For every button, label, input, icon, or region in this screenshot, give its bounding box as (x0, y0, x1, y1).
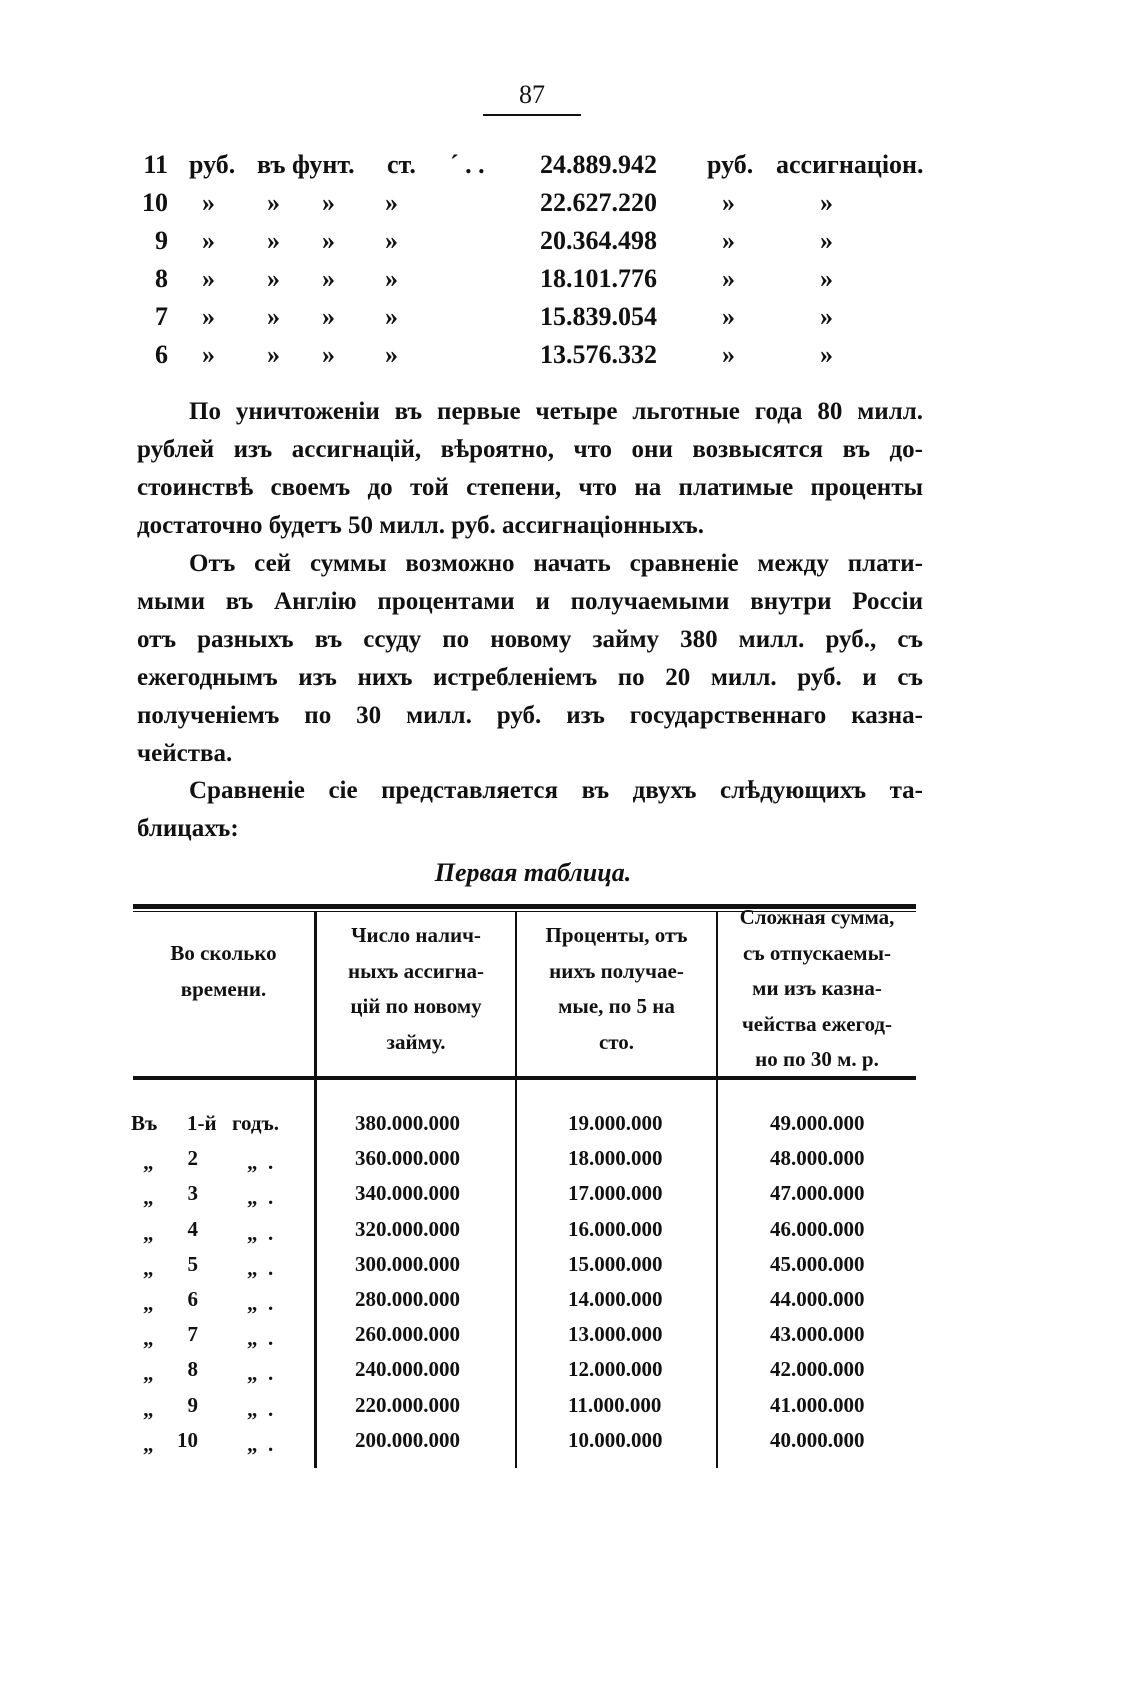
rate-row (140, 150, 930, 188)
cell-interest: 12.000.000 (568, 1357, 663, 1382)
cell-interest: 10.000.000 (568, 1427, 663, 1452)
column-header-line: ми изъ казна- (752, 976, 882, 1000)
cell-total: 43.000.000 (770, 1322, 865, 1347)
cell-total: 48.000.000 (770, 1146, 865, 1171)
cell-assignats: 380.000.000 (355, 1111, 460, 1135)
text-line: полученiемъ по 30 милл. руб. изъ государственнаго казна- (137, 702, 923, 729)
rate-row (140, 340, 930, 378)
rate-n: 6 (155, 340, 168, 369)
rate-c1: » (202, 264, 215, 293)
rate-c3: фунт. (292, 150, 355, 179)
row-label-prefix: „ (143, 1220, 154, 1245)
rate-c1: » (202, 188, 215, 217)
rate-u1: » (722, 188, 735, 217)
rate-c4: » (385, 264, 398, 293)
rate-u2: » (820, 226, 833, 255)
page-number: 87 (519, 80, 545, 109)
cell-assignats: 220.000.000 (355, 1392, 460, 1417)
rate-c4: » (385, 188, 398, 217)
row-label-suffix: „ . (247, 1396, 274, 1421)
rate-u2: » (820, 264, 833, 293)
rate-c1: руб. (189, 150, 236, 179)
rate-c2: въ (257, 150, 286, 179)
cell-total: 49.000.000 (770, 1111, 865, 1135)
column-header-line: Проценты, отъ (545, 923, 688, 947)
rate-u1: » (722, 340, 735, 369)
row-year: 6 (187, 1287, 198, 1311)
rate-row (140, 226, 930, 264)
row-year: 9 (187, 1392, 198, 1417)
column-header-line: чейства ежегод- (741, 1011, 893, 1036)
cell-interest: 15.000.000 (568, 1251, 663, 1276)
text-line: отъ разныхъ въ ссуду по новому займу 380 милл. руб., съ (137, 626, 923, 653)
rate-row (140, 264, 930, 302)
row-label-prefix: „ (143, 1185, 154, 1210)
rate-c4: » (385, 340, 398, 369)
row-label-suffix: „ . (247, 1326, 274, 1351)
rate-c3: » (322, 340, 335, 369)
row-label-suffix: „ . (247, 1255, 274, 1280)
cell-total: 46.000.000 (770, 1216, 865, 1241)
cell-total: 47.000.000 (770, 1181, 865, 1206)
cell-interest: 18.000.000 (568, 1146, 663, 1171)
row-label-suffix: „ . (247, 1185, 274, 1210)
rate-c2: » (267, 264, 280, 293)
row-label-suffix: годъ. (232, 1111, 280, 1135)
column-header-line: Во сколько (170, 941, 277, 965)
cell-total: 40.000.000 (770, 1427, 865, 1452)
page-number-rule (483, 114, 581, 116)
cell-assignats: 200.000.000 (355, 1427, 460, 1452)
rate-u2: » (820, 188, 833, 217)
rate-amount: 24.889.942 (540, 150, 657, 179)
row-year: 3 (187, 1181, 198, 1206)
rate-c2: » (267, 340, 280, 369)
cell-interest: 19.000.000 (568, 1111, 663, 1135)
row-label-suffix: „ . (247, 1361, 274, 1386)
cell-assignats: 340.000.000 (355, 1181, 460, 1206)
cell-assignats: 240.000.000 (355, 1357, 460, 1382)
row-label-suffix: „ . (247, 1291, 274, 1315)
row-label-suffix: „ . (247, 1431, 274, 1456)
cell-interest: 16.000.000 (568, 1216, 663, 1241)
cell-interest: 13.000.000 (568, 1322, 663, 1347)
rate-u1: » (722, 264, 735, 293)
cell-total: 45.000.000 (770, 1251, 865, 1276)
rate-u2: ассигнацiон. (776, 150, 924, 179)
text-line: мыми въ Англiю процентами и получаемыми внутри Россiи (137, 588, 923, 615)
cell-interest: 11.000.000 (568, 1392, 662, 1417)
cell-total: 41.000.000 (770, 1392, 865, 1417)
rate-u1: » (722, 302, 735, 331)
text-line: По уничтоженiи въ первые четыре льготные года 80 милл. (189, 398, 923, 425)
row-label-prefix: „ (143, 1255, 154, 1280)
row-label-prefix: „ (143, 1326, 154, 1351)
row-label-prefix: Въ (131, 1111, 158, 1135)
rate-u1: руб. (707, 150, 754, 179)
cell-total: 42.000.000 (770, 1357, 865, 1382)
column-header-line: Число налич- (351, 923, 481, 947)
text-line: ежегоднымъ изъ нихъ истребленiемъ по 20 милл. руб. и съ (137, 664, 923, 691)
rate-row (140, 188, 930, 226)
cell-total: 44.000.000 (770, 1287, 865, 1311)
row-label-prefix: „ (143, 1361, 154, 1386)
text-line: Отъ сей суммы возможно начать сравненiе между плати- (189, 550, 923, 577)
paragraph (137, 393, 923, 545)
text-line: блицахъ: (137, 815, 239, 842)
rate-c4: » (385, 302, 398, 331)
rate-amount: 20.364.498 (540, 226, 657, 255)
rate-amount: 22.627.220 (540, 188, 657, 217)
row-label-prefix: „ (143, 1150, 154, 1175)
row-year: 2 (187, 1146, 198, 1171)
column-header-line: съ отпускаемы- (743, 940, 891, 965)
rate-n: 8 (155, 264, 168, 293)
column-header-line: но по 30 м. р. (755, 1047, 879, 1071)
table-caption: Первая таблица. (434, 858, 632, 887)
row-label-prefix: „ (143, 1431, 154, 1456)
column-header-line: времени. (180, 976, 267, 1001)
cell-assignats: 260.000.000 (355, 1322, 460, 1347)
text-line: чейства. (137, 740, 233, 767)
rate-c2: » (267, 188, 280, 217)
rate-amount: 18.101.776 (540, 264, 657, 293)
text-line: стоинствѣ своемъ до той степени, что на платимые проценты (137, 474, 923, 501)
rate-u2: » (820, 340, 833, 369)
rate-n: 10 (142, 188, 168, 217)
rate-u2: » (820, 302, 833, 331)
text-line: Сравненiе сiе представляется въ двухъ слѣдующихъ та- (189, 777, 923, 804)
column-header-line: сто. (598, 1029, 635, 1054)
rate-u1: » (722, 226, 735, 255)
row-label-suffix: „ . (247, 1150, 274, 1175)
rate-c3: » (322, 264, 335, 293)
rate-n: 7 (155, 302, 168, 331)
text-line: достаточно будетъ 50 милл. руб. ассигнацiонныхъ. (137, 512, 704, 539)
rate-c2: » (267, 302, 280, 331)
column-header-line: ныхъ ассигна- (347, 958, 485, 983)
row-year: 10 (177, 1427, 198, 1452)
rate-c1: » (202, 226, 215, 255)
text-line: рублей изъ ассигнацiй, вѣроятно, что они возвысятся въ до- (137, 436, 923, 463)
rate-c1: » (202, 302, 215, 331)
rate-n: 9 (155, 226, 168, 255)
rate-amount: 15.839.054 (540, 302, 657, 331)
cell-assignats: 280.000.000 (355, 1287, 460, 1311)
row-label-prefix: „ (143, 1291, 154, 1315)
column-header-line: нихъ получае- (549, 958, 684, 983)
column-header-line: Сложная сумма, (739, 905, 895, 929)
rate-c3: » (322, 302, 335, 331)
column-header-line: мые, по 5 на (558, 994, 675, 1018)
cell-assignats: 300.000.000 (355, 1251, 460, 1276)
cell-assignats: 320.000.000 (355, 1216, 460, 1241)
row-label-suffix: „ . (247, 1220, 274, 1245)
paragraph (137, 772, 923, 848)
paragraph (137, 545, 923, 773)
rate-amount: 13.576.332 (540, 340, 657, 369)
cell-interest: 14.000.000 (568, 1287, 663, 1311)
rate-row (140, 302, 930, 340)
rate-c3: » (322, 188, 335, 217)
rate-c4: ст. (387, 150, 416, 179)
rate-c1: » (202, 340, 215, 369)
rate-dots: ´ . . (450, 150, 485, 179)
cell-interest: 17.000.000 (568, 1181, 663, 1206)
cell-assignats: 360.000.000 (355, 1146, 460, 1171)
rate-c4: » (385, 226, 398, 255)
rate-c3: » (322, 226, 335, 255)
rate-c2: » (267, 226, 280, 255)
rate-n: 11 (143, 150, 168, 179)
row-year: 7 (187, 1322, 198, 1347)
row-year: 5 (187, 1251, 198, 1276)
row-year: 8 (187, 1357, 198, 1382)
row-year: 4 (187, 1216, 198, 1241)
row-year: 1-й (187, 1111, 217, 1135)
row-label-prefix: „ (143, 1396, 154, 1421)
column-header-line: цiй по новому (350, 994, 482, 1018)
column-header-line: займу. (386, 1029, 446, 1054)
